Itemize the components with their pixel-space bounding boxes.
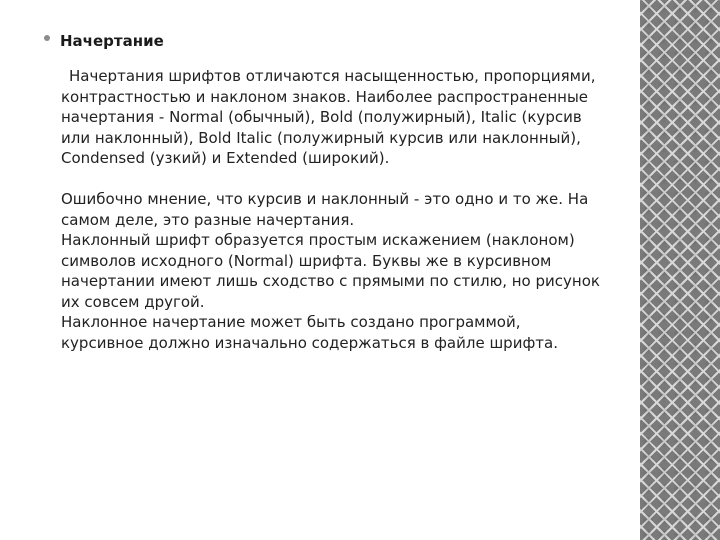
paragraph-misconception: Ошибочно мнение, что курсив и наклонный - это одно и то же. На самом деле, это разные начертания. — [61, 190, 589, 229]
paragraph-intro — [61, 66, 604, 169]
slide-heading: Начертание — [60, 32, 164, 50]
paragraph-oblique: Наклонный шрифт образуется простым искажением (наклоном) символов исходного (Normal) шрифта. Буквы же в курсивном начертании имеют лишь сходство с прямыми по стилю, но рисунок их совсем другой. — [61, 231, 600, 311]
bullet-dot-icon — [44, 35, 50, 41]
paragraph-intro-text: Начертания шрифтов отличаются насыщенностью, пропорциями, контрастностью и наклоном знаков. Наиболее распространенные начертания - Normal (обычный), Bold (полужирный), Italic (курсив или наклонный), Bold Italic (полужирный курсив или наклонный), Condensed (узкий) и Extended (широкий). — [61, 67, 596, 167]
slide-content — [44, 30, 604, 353]
paragraph-spacer — [61, 169, 604, 190]
decorative-pattern-strip — [640, 0, 720, 540]
paragraph-program: Наклонное начертание может быть создано программой, курсивное должно изначально содержаться в файле шрифта. — [61, 313, 558, 352]
body-text — [61, 66, 604, 353]
bullet-item — [44, 30, 604, 52]
